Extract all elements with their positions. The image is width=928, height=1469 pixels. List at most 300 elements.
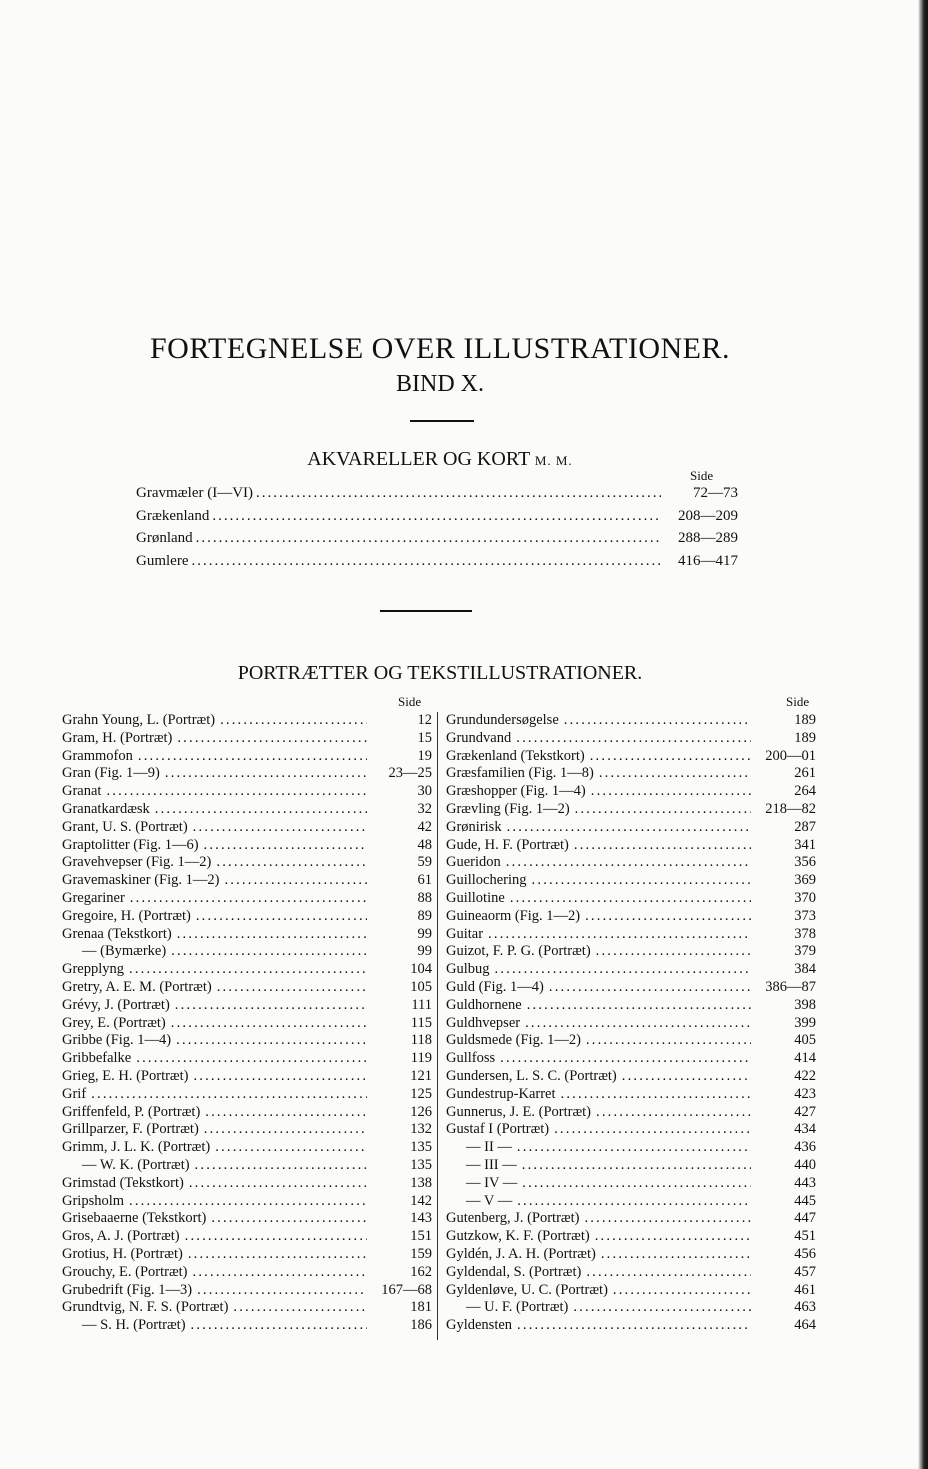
index-entry	[446, 837, 816, 855]
entry-label: Guineaorm (Fig. 1—2)	[446, 907, 581, 924]
entry-label: Grækenland (Tekstkort)	[446, 747, 585, 764]
dot-leader	[517, 1139, 751, 1157]
right-index-column	[446, 712, 816, 1335]
entry-page: 416—417	[678, 552, 738, 569]
index-entry	[446, 1175, 816, 1193]
dot-leader	[155, 801, 367, 819]
entry-page: 218—82	[765, 800, 816, 817]
index-entry	[62, 819, 432, 837]
entry-label: Grævling (Fig. 1—2)	[446, 800, 570, 817]
entry-page: 451	[794, 1228, 816, 1245]
entry-label: Grenaa (Tekstkort)	[62, 925, 172, 942]
index-entry	[62, 1050, 432, 1068]
dot-leader	[129, 961, 367, 979]
entry-page: 398	[794, 996, 816, 1013]
entry-page: 119	[410, 1050, 432, 1067]
entry-page: 19	[417, 747, 432, 764]
entry-label: Gravehvepser (Fig. 1—2)	[62, 854, 212, 871]
index-entry	[446, 926, 816, 944]
entry-label: Gutzkow, K. F. (Portræt)	[446, 1228, 590, 1245]
entry-label: Gravemaskiner (Fig. 1—2)	[62, 872, 220, 889]
dot-leader	[506, 854, 751, 872]
index-entry	[446, 961, 816, 979]
entry-page: 427	[794, 1103, 816, 1120]
dot-leader	[188, 1246, 367, 1264]
dot-leader	[220, 712, 367, 730]
entry-label: Guldsmede (Fig. 1—2)	[446, 1032, 581, 1049]
index-entry	[62, 1246, 432, 1264]
dot-leader	[197, 1282, 367, 1300]
index-entry	[62, 1104, 432, 1122]
index-entry	[62, 837, 432, 855]
dot-leader	[586, 1264, 751, 1282]
entry-label: — U. F. (Portræt)	[466, 1299, 569, 1316]
index-entry	[62, 783, 432, 801]
index-entry	[62, 854, 432, 872]
index-entry	[62, 1264, 432, 1282]
entry-page: 456	[794, 1245, 816, 1262]
index-entry	[446, 1121, 816, 1139]
entry-label: Graptolitter (Fig. 1—6)	[62, 836, 199, 853]
entry-page: 88	[417, 889, 432, 906]
entry-page: 423	[794, 1085, 816, 1102]
entry-label: Gumlere	[136, 552, 189, 569]
dot-leader	[205, 1104, 367, 1122]
entry-page: 118	[410, 1032, 432, 1049]
index-entry	[62, 730, 432, 748]
entry-label: Guizot, F. P. G. (Portræt)	[446, 943, 591, 960]
dot-leader	[138, 748, 367, 766]
dot-leader	[204, 837, 367, 855]
dot-leader	[171, 1015, 367, 1033]
dot-leader	[549, 979, 751, 997]
dot-leader	[129, 1193, 367, 1211]
entry-label: — V —	[466, 1192, 513, 1209]
entry-label: Grundtvig, N. F. S. (Portræt)	[62, 1299, 229, 1316]
entry-label: Grillparzer, F. (Portræt)	[62, 1121, 199, 1138]
entry-page: 288—289	[678, 530, 738, 546]
entry-page: 167—68	[381, 1281, 432, 1298]
dot-leader	[507, 819, 751, 837]
index-entry	[62, 1317, 432, 1335]
index-entry	[446, 1050, 816, 1068]
entry-label: Guillotine	[446, 889, 505, 906]
index-entry	[446, 1228, 816, 1246]
entry-page: 48	[417, 836, 432, 853]
dot-leader	[573, 1299, 751, 1317]
column-divider	[437, 712, 438, 1340]
entry-page: 99	[417, 943, 432, 960]
dot-leader	[585, 908, 751, 926]
entry-label: Grepplyng	[62, 961, 125, 978]
entry-label: Gyldendal, S. (Portræt)	[446, 1263, 582, 1280]
entry-page: 399	[794, 1014, 816, 1031]
entry-label: Gretry, A. E. M. (Portræt)	[62, 978, 212, 995]
index-entry	[62, 748, 432, 766]
dot-leader	[613, 1282, 751, 1300]
dot-leader	[233, 1299, 367, 1317]
entry-label: Gutenberg, J. (Portræt)	[446, 1210, 580, 1227]
index-entry	[446, 1193, 816, 1211]
entry-label: Guitar	[446, 925, 484, 942]
entry-label: Grieg, E. H. (Portræt)	[62, 1067, 189, 1084]
dot-leader	[596, 1104, 751, 1122]
dot-leader	[195, 1157, 367, 1175]
index-entry	[62, 943, 432, 961]
entry-page: 384	[794, 961, 816, 978]
entry-label: Guldhornene	[446, 996, 522, 1013]
index-entry	[62, 1157, 432, 1175]
dot-leader	[193, 1068, 367, 1086]
dot-leader	[256, 482, 661, 504]
entry-label: Grahn Young, L. (Portræt)	[62, 712, 216, 728]
entry-label: Grouchy, E. (Portræt)	[62, 1263, 188, 1280]
entry-page: 189	[794, 729, 816, 746]
index-entry	[62, 979, 432, 997]
dot-leader	[517, 1193, 751, 1211]
entry-label: Grey, E. (Portræt)	[62, 1014, 166, 1031]
index-entry	[62, 872, 432, 890]
dot-leader	[191, 1317, 367, 1335]
dot-leader	[91, 1086, 367, 1104]
index-entry	[446, 979, 816, 997]
dot-leader	[211, 1210, 367, 1228]
dot-leader	[599, 765, 751, 783]
section2-heading: PORTRÆTTER OG TEKSTILLUSTRATIONER.	[237, 662, 643, 684]
entry-page: 379	[794, 943, 816, 960]
dot-leader	[522, 1157, 751, 1175]
dot-leader	[495, 961, 752, 979]
dot-leader	[106, 783, 367, 801]
dot-leader	[215, 1139, 367, 1157]
entry-label: Guldhvepser	[446, 1014, 521, 1031]
dot-leader	[591, 783, 751, 801]
index-entry	[446, 908, 816, 926]
index-entry	[446, 1282, 816, 1300]
dot-leader	[601, 1246, 751, 1264]
index-entry	[446, 1299, 816, 1317]
index-entry	[62, 890, 432, 908]
entry-label: Grotius, H. (Portræt)	[62, 1245, 183, 1262]
dot-leader	[586, 1032, 751, 1050]
entry-page: 443	[794, 1174, 816, 1191]
index-entry	[446, 819, 816, 837]
index-entry	[62, 1086, 432, 1104]
entry-label: Gunnerus, J. E. (Portræt)	[446, 1103, 591, 1120]
dot-leader	[196, 527, 661, 549]
index-entry	[62, 765, 432, 783]
entry-page: 126	[410, 1103, 432, 1120]
dot-leader	[189, 1175, 367, 1193]
entry-page: 287	[794, 818, 816, 835]
entry-label: Gustaf I (Portræt)	[446, 1121, 550, 1138]
dot-leader	[196, 908, 367, 926]
entry-label: Grønland	[136, 530, 193, 546]
index-entry	[62, 1121, 432, 1139]
dot-leader	[532, 872, 751, 890]
entry-page: 59	[417, 854, 432, 871]
index-entry	[136, 550, 738, 572]
index-entry	[446, 1068, 816, 1086]
dot-leader	[224, 872, 367, 890]
entry-label: Griffenfeld, P. (Portræt)	[62, 1103, 201, 1120]
entry-page: 42	[417, 818, 432, 835]
dot-leader	[165, 765, 367, 783]
dot-leader	[212, 505, 661, 527]
entry-page: 104	[410, 961, 432, 978]
index-entry	[446, 801, 816, 819]
index-entry	[446, 1032, 816, 1050]
section1-heading-text: AKVARELLER OG KORT	[307, 448, 530, 470]
index-entry	[446, 854, 816, 872]
entry-page: 138	[410, 1174, 432, 1191]
index-entry	[62, 997, 432, 1015]
entry-page: 99	[417, 925, 432, 942]
entry-page: 12	[417, 712, 432, 728]
dot-leader	[175, 997, 367, 1015]
index-entry	[446, 1104, 816, 1122]
entry-label: Gullfoss	[446, 1050, 496, 1067]
entry-label: Gueridon	[446, 854, 501, 871]
dot-leader	[584, 1210, 751, 1228]
index-entry	[446, 943, 816, 961]
entry-page: 341	[794, 836, 816, 853]
entry-label: Grammofon	[62, 747, 133, 764]
dot-leader	[136, 1050, 367, 1068]
dot-leader	[595, 1228, 751, 1246]
entry-label: Grévy, J. (Portræt)	[62, 996, 170, 1013]
entry-page: 142	[410, 1192, 432, 1209]
section1-side-label: Side	[690, 468, 714, 483]
index-entry	[62, 926, 432, 944]
dot-leader	[517, 1317, 751, 1335]
dot-leader	[185, 1228, 367, 1246]
entry-page: 440	[794, 1156, 816, 1173]
entry-label: — IV —	[466, 1174, 518, 1191]
entry-label: Græsfamilien (Fig. 1—8)	[446, 765, 594, 782]
entry-label: Gravmæler (I—VI)	[136, 485, 254, 501]
dot-leader	[216, 854, 367, 872]
page-title: FORTEGNELSE OVER ILLUSTRATIONER.	[149, 332, 730, 365]
dot-leader	[193, 1264, 367, 1282]
entry-page: 151	[410, 1228, 432, 1245]
entry-page: 436	[794, 1139, 816, 1156]
dot-leader	[622, 1068, 751, 1086]
entry-page: 370	[794, 889, 816, 906]
entry-page: 369	[794, 872, 816, 889]
dot-leader	[171, 943, 367, 961]
entry-label: Grønirisk	[446, 818, 502, 835]
entry-label: Grundvand	[446, 729, 512, 746]
index-entry	[136, 482, 738, 504]
entry-label: Guld (Fig. 1—4)	[446, 978, 544, 995]
index-entry	[62, 1015, 432, 1033]
section1-heading-suffix: M. M.	[534, 453, 573, 468]
entry-label: — II —	[466, 1139, 512, 1156]
entry-label: — III —	[466, 1156, 517, 1173]
dot-leader	[525, 1015, 751, 1033]
entry-page: 186	[410, 1317, 432, 1334]
entry-page: 422	[794, 1067, 816, 1084]
index-entry	[446, 890, 816, 908]
entry-label: Grant, U. S. (Portræt)	[62, 818, 188, 835]
dot-leader	[488, 926, 751, 944]
right-side-label: Side	[786, 694, 810, 709]
entry-page: 434	[794, 1121, 816, 1138]
entry-label: Grækenland	[136, 507, 210, 524]
dot-leader	[217, 979, 367, 997]
entry-label: Guillochering	[446, 872, 527, 889]
index-entry	[62, 1068, 432, 1086]
dot-leader	[590, 748, 751, 766]
index-entry	[446, 765, 816, 783]
dot-leader	[130, 890, 367, 908]
entry-page: 189	[794, 712, 816, 728]
index-entry	[62, 1139, 432, 1157]
dot-leader	[575, 801, 751, 819]
entry-label: Grimstad (Tekstkort)	[62, 1174, 184, 1191]
index-entry	[62, 1175, 432, 1193]
section1-heading	[0, 448, 880, 471]
entry-page: 457	[794, 1263, 816, 1280]
entry-page: 115	[410, 1014, 432, 1031]
entry-page: 23—25	[388, 765, 432, 782]
title-rule	[410, 420, 474, 422]
entry-page: 159	[410, 1245, 432, 1262]
entry-label: Gundestrup-Karret	[446, 1085, 556, 1102]
index-entry	[446, 1157, 816, 1175]
entry-label: Gyldensten	[446, 1317, 513, 1334]
entry-page: 162	[410, 1263, 432, 1280]
entry-page: 111	[411, 996, 432, 1013]
entry-page: 89	[417, 907, 432, 924]
dot-leader	[516, 730, 751, 748]
dot-leader	[522, 1175, 751, 1193]
dot-leader	[191, 550, 661, 572]
index-entry	[446, 1264, 816, 1282]
dot-leader	[527, 997, 751, 1015]
entry-page: 461	[794, 1281, 816, 1298]
dot-leader	[564, 712, 751, 730]
entry-label: Gyldén, J. A. H. (Portræt)	[446, 1245, 596, 1262]
entry-label: — W. K. (Portræt)	[82, 1156, 190, 1173]
entry-label: Gundersen, L. S. C. (Portræt)	[446, 1067, 617, 1084]
entry-page: 125	[410, 1085, 432, 1102]
entry-label: — (Bymærke)	[82, 943, 167, 960]
volume-subtitle: BIND X.	[396, 371, 484, 397]
dot-leader	[177, 730, 367, 748]
entry-label: Gribbefalke	[62, 1050, 132, 1067]
entry-label: Granatkardæsk	[62, 800, 150, 817]
entry-page: 181	[410, 1299, 432, 1316]
index-entry	[446, 1246, 816, 1264]
index-entry	[62, 712, 432, 730]
entry-page: 264	[794, 783, 816, 800]
entry-page: 378	[794, 925, 816, 942]
entry-page: 121	[410, 1067, 432, 1084]
entry-page: 135	[410, 1156, 432, 1173]
index-entry	[62, 1282, 432, 1300]
index-entry	[446, 872, 816, 890]
index-entry	[446, 712, 816, 730]
dot-leader	[193, 819, 367, 837]
entry-label: Grimm, J. L. K. (Portræt)	[62, 1139, 211, 1156]
dot-leader	[596, 943, 751, 961]
index-entry	[446, 748, 816, 766]
dot-leader	[561, 1086, 751, 1104]
entry-label: Gude, H. F. (Portræt)	[446, 836, 569, 853]
index-entry	[446, 1210, 816, 1228]
index-entry	[62, 908, 432, 926]
index-entry	[446, 1317, 816, 1335]
dot-leader	[574, 837, 751, 855]
entry-page: 72—73	[693, 485, 738, 501]
entry-page: 464	[794, 1317, 816, 1334]
index-entry	[446, 1139, 816, 1157]
index-entry	[62, 1299, 432, 1317]
index-entry	[62, 1210, 432, 1228]
entry-label: Granat	[62, 783, 102, 800]
page-edge-shadow	[918, 0, 928, 1469]
entry-label: Grundundersøgelse	[446, 712, 559, 728]
index-entry	[62, 961, 432, 979]
entry-label: Gulbug	[446, 961, 490, 978]
entry-label: Grif	[62, 1085, 87, 1102]
entry-page: 30	[417, 783, 432, 800]
index-entry	[446, 730, 816, 748]
entry-page: 414	[794, 1050, 816, 1067]
entry-page: 405	[794, 1032, 816, 1049]
entry-page: 143	[410, 1210, 432, 1227]
entry-label: Gregoire, H. (Portræt)	[62, 907, 191, 924]
entry-page: 356	[794, 854, 816, 871]
entry-label: Gros, A. J. (Portræt)	[62, 1228, 180, 1245]
section-rule	[380, 610, 472, 612]
dot-leader	[176, 1032, 367, 1050]
entry-page: 261	[794, 765, 816, 782]
entry-label: Gyldenløve, U. C. (Portræt)	[446, 1281, 608, 1298]
index-entry	[136, 527, 738, 549]
entry-label: Grubedrift (Fig. 1—3)	[62, 1281, 193, 1298]
entry-page: 15	[417, 729, 432, 746]
index-entry	[446, 997, 816, 1015]
entry-page: 132	[410, 1121, 432, 1138]
dot-leader	[554, 1121, 751, 1139]
dot-leader	[500, 1050, 751, 1068]
entry-label: Gram, H. (Portræt)	[62, 729, 173, 746]
index-entry	[62, 1193, 432, 1211]
left-index-column	[62, 712, 432, 1335]
index-entry	[446, 1015, 816, 1033]
entry-label: Gran (Fig. 1—9)	[62, 765, 160, 782]
entry-label: — S. H. (Portræt)	[82, 1317, 186, 1334]
dot-leader	[177, 926, 367, 944]
entry-page: 32	[417, 800, 432, 817]
entry-page: 105	[410, 978, 432, 995]
entry-page: 445	[794, 1192, 816, 1209]
index-entry	[62, 801, 432, 819]
entry-page: 386—87	[765, 978, 816, 995]
index-entry	[136, 505, 738, 527]
entry-label: Græshopper (Fig. 1—4)	[446, 783, 586, 800]
index-entry	[446, 783, 816, 801]
dot-leader	[510, 890, 751, 908]
entry-label: Gribbe (Fig. 1—4)	[62, 1032, 172, 1049]
index-entry	[62, 1032, 432, 1050]
entry-page: 208—209	[678, 507, 738, 524]
entry-page: 463	[794, 1299, 816, 1316]
entry-label: Gregariner	[62, 889, 125, 906]
